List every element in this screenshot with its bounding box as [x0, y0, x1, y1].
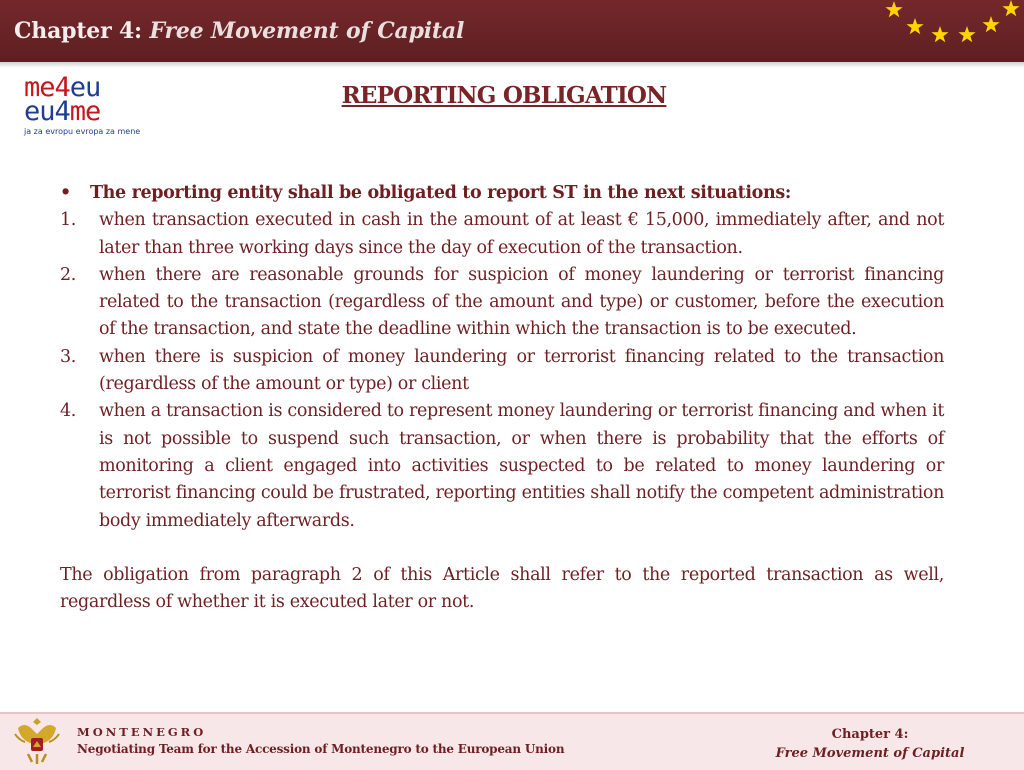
closing-paragraph: The obligation from paragraph 2 of this Article shall refer to the reported transaction as well, regardless of whether it is executed later or not.	[60, 564, 944, 613]
header-shadow	[0, 62, 1024, 68]
list-item-text: when there are reasonable grounds for suspicion of money laundering or terrorist financing related to the transaction (regardless of the amount and type) or customer, before the execution of the transaction, and state the deadline within which the transaction is to be executed.	[99, 264, 944, 340]
logo-text-me: me	[69, 96, 101, 127]
footer-chapter-subtitle: Free Movement of Capital	[775, 746, 965, 761]
list-item-text: when a transaction is considered to represent money laundering or terrorist financing and when it is not possible to suspend such transaction, or when there is probability that the efforts of monitoring a client engaged into activities suspected to be related to money laundering or terrorist financing could be frustrated, reporting entities shall notify the competent administration body immediately afterwards.	[99, 401, 944, 531]
logo-text-me4: me4	[24, 72, 70, 103]
slide-content	[60, 180, 944, 616]
list-item	[60, 207, 944, 262]
list-item-text: when transaction executed in cash in the amount of at least € 15,000, immediately after, and not later than three working days since the day of execution of the transaction.	[99, 210, 944, 258]
list-item-number: 4.	[60, 401, 76, 422]
list-item	[60, 398, 944, 534]
footer-chapter	[760, 725, 980, 763]
lead-text: The reporting entity shall be obligated to report ST in the next situations:	[90, 183, 791, 203]
list-item	[60, 262, 944, 344]
list-item	[60, 344, 944, 399]
header-chapter-subtitle: Free Movement of Capital	[149, 18, 465, 44]
logo-tagline: ja za evropu evropa za mene	[24, 127, 141, 136]
bullet-icon: •	[60, 183, 71, 203]
footer-chapter-label: Chapter 4:	[831, 727, 909, 742]
header-bar	[0, 0, 1024, 62]
list-item-number: 1.	[60, 210, 76, 231]
footer-team: Negotiating Team for the Accession of Montenegro to the European Union	[77, 742, 565, 756]
footer-country: MONTENEGRO	[77, 725, 207, 739]
montenegro-coat-of-arms-icon	[12, 714, 62, 766]
list-item-number: 3.	[60, 346, 76, 367]
header-chapter-label: Chapter 4:	[14, 18, 142, 44]
header-title	[14, 18, 464, 44]
list-item-number: 2.	[60, 264, 76, 285]
eu-stars-icon	[874, 0, 1024, 50]
situations-list	[60, 207, 944, 535]
logo-text-eu4: eu4	[24, 96, 70, 127]
logo-text-eu: eu	[69, 72, 101, 103]
slide-title: REPORTING OBLIGATION	[341, 82, 667, 109]
list-item-text: when there is suspicion of money laundering or terrorist financing related to the transaction (regardless of the amount or type) or client	[99, 346, 944, 395]
lead-bullet-item	[60, 180, 944, 207]
